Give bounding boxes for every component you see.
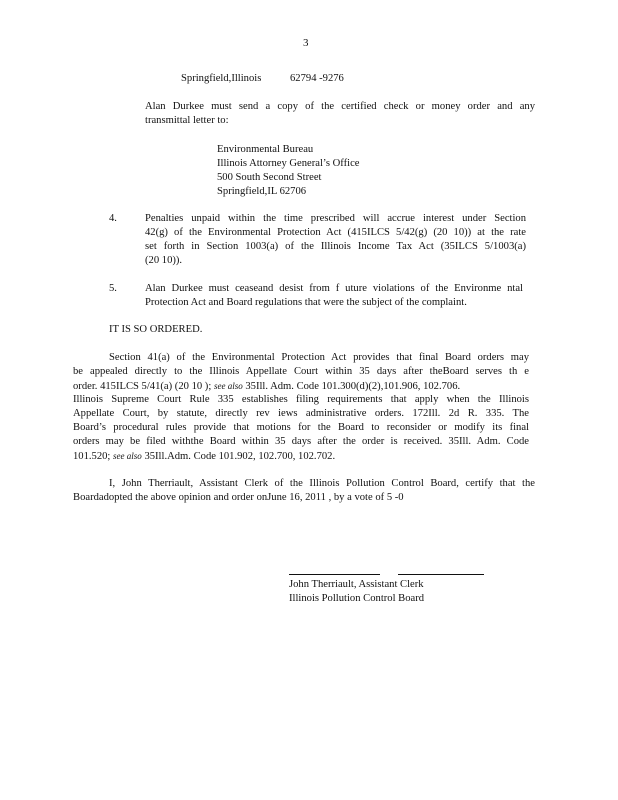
item-4-line-3: set forth in Section 1003(a) of the Illinois Income Tax Act (35ILCS 5/1003(a) bbox=[145, 241, 526, 252]
see-also-1: see also bbox=[213, 381, 243, 391]
address-line-1: Environmental Bureau bbox=[217, 144, 314, 155]
item-5-number: 5. bbox=[109, 283, 117, 294]
item-4-number: 4. bbox=[109, 213, 117, 224]
signer-name-title: John Therriault, Assistant Clerk bbox=[289, 579, 424, 590]
signature-line-right bbox=[398, 574, 484, 575]
item-4-line-2: 42(g) of the Environmental Protection Act (415ILCS 5/42(g) (20 10)) at the rate bbox=[145, 227, 526, 238]
signer-organization: Illinois Pollution Control Board bbox=[289, 593, 425, 604]
address-line-3: 500 South Second Street bbox=[217, 172, 322, 183]
page-number: 3 bbox=[303, 37, 309, 49]
appeal-line-6: Board’s procedural rules provide that motions for the Board to reconsider or modify its final bbox=[73, 422, 529, 433]
item-5-line-1: Alan Durkee must ceaseand desist from f uture violations of the Environme ntal bbox=[145, 283, 523, 294]
item-4-line-1: Penalties unpaid within the time prescribed will accrue interest under Section bbox=[145, 213, 526, 224]
copy-instruction-line-2: transmittal letter to: bbox=[145, 115, 229, 126]
item-4-line-4: (20 10)). bbox=[145, 255, 183, 266]
mailing-city: Springfield,Illinois bbox=[181, 73, 262, 84]
appeal-line-3 bbox=[73, 379, 460, 394]
appeal-line-1: Section 41(a) of the Environmental Protection Act provides that final Board orders may bbox=[109, 352, 529, 363]
appeal-line-8 bbox=[73, 449, 335, 464]
appeal-line-3-code: 35Ill. Adm. Code 101.300(d)(2),101.906, 102.706. bbox=[245, 381, 461, 392]
item-5-line-2: Protection Act and Board regulations that were the subject of the complaint. bbox=[145, 297, 467, 308]
address-line-2: Illinois Attorney General’s Office bbox=[217, 158, 360, 169]
copy-instruction-line-1: Alan Durkee must send a copy of the certified check or money order and any bbox=[145, 101, 535, 112]
certification-line-2: Boardadopted the above opinion and order onJune 16, 2011 , by a vote of 5 -0 bbox=[73, 492, 404, 503]
signature-line-left bbox=[289, 574, 380, 575]
appeal-line-8-code: 35Ill.Adm. Code 101.902, 102.700, 102.702. bbox=[144, 451, 336, 462]
see-also-2: see also bbox=[113, 451, 142, 461]
mailing-zip: 62794 -9276 bbox=[290, 73, 344, 84]
appeal-line-7: orders may be filed withthe Board within 35 days after the order is received. 35Ill. Adm. Code bbox=[73, 436, 529, 447]
appeal-line-5: Appellate Court, by statute, directly rev iews administrative orders. 172Ill. 2d R. 335. The bbox=[73, 408, 529, 419]
appeal-line-3-citation: order. 415ILCS 5/41(a) (20 10 ); bbox=[73, 381, 212, 392]
appeal-line-4: Illinois Supreme Court Rule 335 establishes filing requirements that apply when the Illinois bbox=[73, 394, 529, 405]
so-ordered-heading: IT IS SO ORDERED. bbox=[109, 324, 203, 335]
appeal-line-2: be appealed directly to the Illinois Appellate Court within 35 days after theBoard serves th e bbox=[73, 366, 529, 377]
certification-line-1: I, John Therriault, Assistant Clerk of the Illinois Pollution Control Board, certify that the bbox=[109, 478, 535, 489]
appeal-line-8-citation: 101.520; bbox=[73, 451, 111, 462]
address-line-4: Springfield,IL 62706 bbox=[217, 186, 307, 197]
